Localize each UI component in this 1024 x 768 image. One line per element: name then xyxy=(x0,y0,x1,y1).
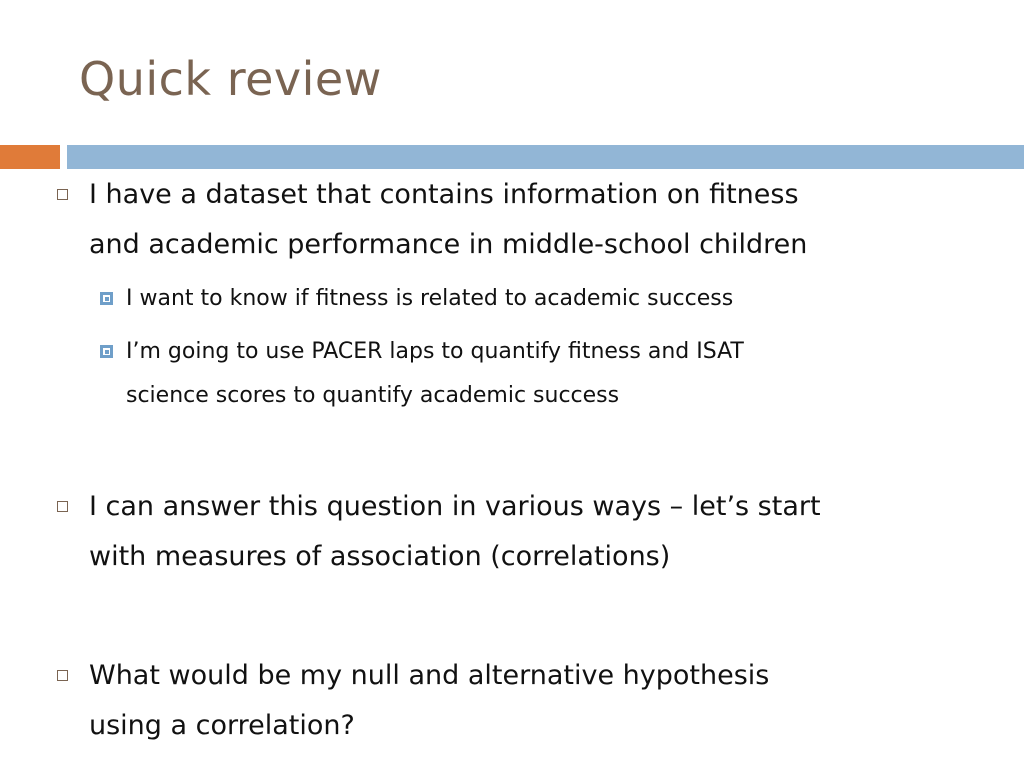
bullet-3 xyxy=(89,651,769,751)
bullet-3-line-1: What would be my null and alternative hypothesis xyxy=(89,660,770,691)
bullet-1-line-1: I have a dataset that contains information on fitness xyxy=(89,179,799,210)
bullet-1-line-2: and academic performance in middle-school children xyxy=(89,229,808,260)
slide-title: Quick review xyxy=(79,52,382,106)
bullet-2-line-2: with measures of association (correlations) xyxy=(89,541,671,572)
bullet-3-line-2: using a correlation? xyxy=(89,710,355,741)
sub-bullet-1-1 xyxy=(126,277,733,321)
accent-bar-orange xyxy=(0,145,60,169)
square-bullet-icon xyxy=(100,292,113,305)
sub-bullet-1-2-line-1: I’m going to use PACER laps to quantify fitness and ISAT xyxy=(126,339,744,364)
bullet-1 xyxy=(89,170,807,270)
square-bullet-icon xyxy=(100,345,113,358)
bullet-2 xyxy=(89,482,821,582)
hollow-square-bullet-icon xyxy=(57,670,68,681)
accent-bar-blue xyxy=(67,145,1024,169)
hollow-square-bullet-icon xyxy=(57,501,68,512)
hollow-square-bullet-icon xyxy=(57,189,68,200)
bullet-2-line-1: I can answer this question in various ways – let’s start xyxy=(89,491,821,522)
sub-bullet-1-2 xyxy=(126,330,744,418)
sub-bullet-1-2-line-2: science scores to quantify academic success xyxy=(126,383,620,408)
sub-bullet-1-1-line-1: I want to know if fitness is related to academic success xyxy=(126,286,734,311)
